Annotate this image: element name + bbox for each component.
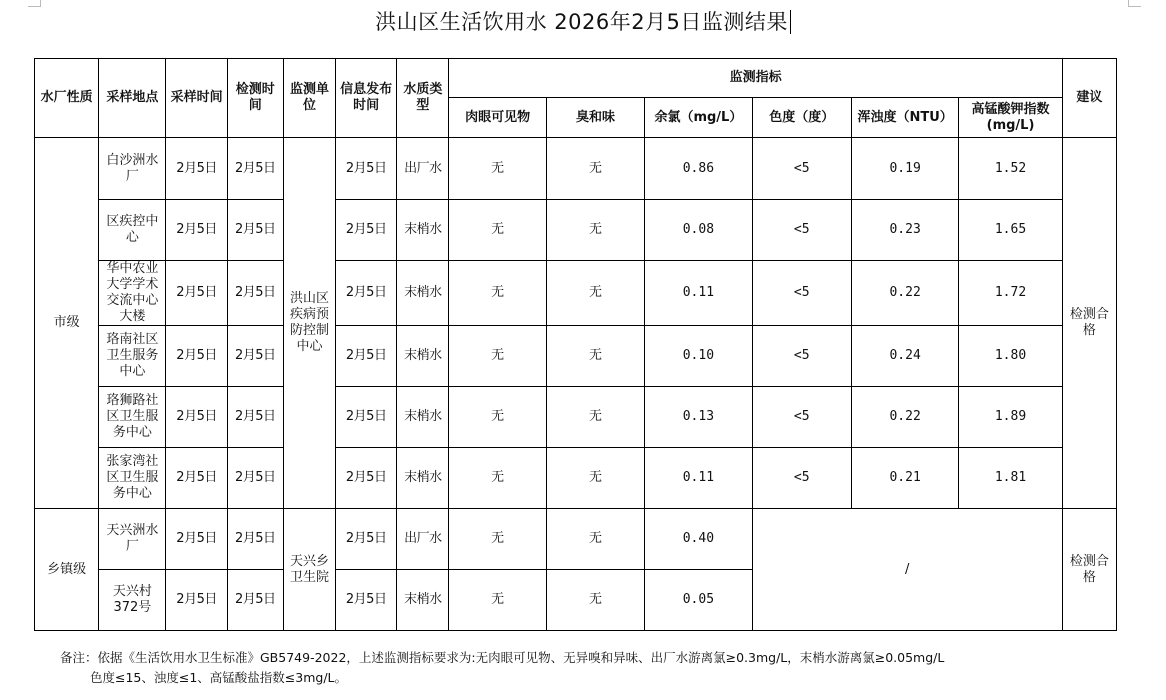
publish-time-cell: 2月5日	[336, 138, 397, 200]
footnote-line-1: 备注：依据《生活饮用水卫生标准》GB5749-2022，上述监测指标要求为:无肉眼可见物、无异嗅和异味、出厂水游离氯≥0.3mg/L，末梢水游离氯≥0.05mg/L	[60, 650, 945, 665]
text-cursor	[790, 10, 791, 34]
footnote-line-2: 色度≤15、浊度≤1、高锰酸盐指数≤3mg/L。	[90, 670, 348, 685]
header-unit: 监测单位	[283, 59, 335, 138]
header-turbidity: 浑浊度（NTU）	[851, 98, 958, 138]
chlorine-cell: 0.05	[645, 570, 752, 631]
odor-cell: 无	[546, 138, 644, 200]
sample-time-cell: 2月5日	[166, 387, 227, 448]
odor-cell: 无	[546, 509, 644, 570]
site-cell: 珞南社区卫生服务中心	[99, 326, 166, 387]
publish-time-cell: 2月5日	[336, 387, 397, 448]
odor-cell: 无	[546, 448, 644, 509]
header-kmno4: 高锰酸钾指数(mg/L)	[959, 98, 1062, 138]
sample-time-cell: 2月5日	[166, 509, 227, 570]
sample-time-cell: 2月5日	[166, 448, 227, 509]
advice-city: 检测合格	[1062, 138, 1116, 509]
kmno4-cell: 1.52	[959, 138, 1062, 200]
visible-cell: 无	[449, 326, 546, 387]
chlorine-cell: 0.10	[645, 326, 752, 387]
water-type-cell: 出厂水	[397, 138, 449, 200]
table-row	[35, 138, 1117, 200]
header-chlorine: 余氯（mg/L）	[645, 98, 752, 138]
visible-cell: 无	[449, 138, 546, 200]
color-cell: <5	[752, 448, 851, 509]
color-cell: <5	[752, 200, 851, 261]
kmno4-cell: 1.89	[959, 387, 1062, 448]
color-cell: <5	[752, 326, 851, 387]
table-row	[35, 261, 1117, 326]
odor-cell: 无	[546, 326, 644, 387]
chlorine-cell: 0.11	[645, 448, 752, 509]
table-header	[35, 59, 1117, 138]
publish-time-cell: 2月5日	[336, 509, 397, 570]
table-row	[35, 509, 1117, 570]
site-cell: 天兴村372号	[99, 570, 166, 631]
sample-time-cell: 2月5日	[166, 326, 227, 387]
site-cell: 张家湾社区卫生服务中心	[99, 448, 166, 509]
publish-time-cell: 2月5日	[336, 200, 397, 261]
chlorine-cell: 0.13	[645, 387, 752, 448]
visible-cell: 无	[449, 570, 546, 631]
kmno4-cell: 1.72	[959, 261, 1062, 326]
test-time-cell: 2月5日	[227, 448, 283, 509]
header-publish-time: 信息发布时间	[336, 59, 397, 138]
table-row	[35, 326, 1117, 387]
turbidity-cell: 0.19	[851, 138, 958, 200]
turbidity-cell: 0.21	[851, 448, 958, 509]
sample-time-cell: 2月5日	[166, 200, 227, 261]
header-odor: 臭和味	[546, 98, 644, 138]
site-cell: 珞狮路社区卫生服务中心	[99, 387, 166, 448]
test-time-cell: 2月5日	[227, 570, 283, 631]
publish-time-cell: 2月5日	[336, 448, 397, 509]
water-type-cell: 出厂水	[397, 509, 449, 570]
header-advice: 建议	[1062, 59, 1116, 138]
water-type-cell: 末梢水	[397, 200, 449, 261]
sample-time-cell: 2月5日	[166, 138, 227, 200]
header-indicators: 监测指标	[449, 59, 1062, 98]
site-cell: 华中农业大学学术交流中心大楼	[99, 261, 166, 326]
water-type-cell: 末梢水	[397, 387, 449, 448]
site-cell: 区疾控中心	[99, 200, 166, 261]
odor-cell: 无	[546, 387, 644, 448]
kmno4-cell: 1.80	[959, 326, 1062, 387]
test-time-cell: 2月5日	[227, 387, 283, 448]
visible-cell: 无	[449, 261, 546, 326]
chlorine-cell: 0.11	[645, 261, 752, 326]
table-row	[35, 200, 1117, 261]
chlorine-cell: 0.86	[645, 138, 752, 200]
visible-cell: 无	[449, 509, 546, 570]
test-time-cell: 2月5日	[227, 326, 283, 387]
water-type-cell: 末梢水	[397, 448, 449, 509]
turbidity-cell: 0.24	[851, 326, 958, 387]
site-cell: 白沙洲水厂	[99, 138, 166, 200]
test-time-cell: 2月5日	[227, 509, 283, 570]
document-title	[0, 6, 1166, 36]
odor-cell: 无	[546, 570, 644, 631]
site-cell: 天兴洲水厂	[99, 509, 166, 570]
color-cell: <5	[752, 138, 851, 200]
publish-time-cell: 2月5日	[336, 326, 397, 387]
header-test-time: 检测时间	[227, 59, 283, 138]
water-type-cell: 末梢水	[397, 261, 449, 326]
publish-time-cell: 2月5日	[336, 261, 397, 326]
turbidity-cell: 0.22	[851, 261, 958, 326]
kmno4-cell: 1.81	[959, 448, 1062, 509]
level-city: 市级	[35, 138, 99, 509]
publish-time-cell: 2月5日	[336, 570, 397, 631]
test-time-cell: 2月5日	[227, 200, 283, 261]
water-type-cell: 末梢水	[397, 326, 449, 387]
header-site: 采样地点	[99, 59, 166, 138]
header-factory-type: 水厂性质	[35, 59, 99, 138]
merged-na-cell: /	[752, 509, 1062, 631]
header-color: 色度（度）	[752, 98, 851, 138]
sample-time-cell: 2月5日	[166, 261, 227, 326]
title-text: 洪山区生活饮用水 2026年2月5日监测结果	[375, 10, 788, 34]
test-time-cell: 2月5日	[227, 261, 283, 326]
test-time-cell: 2月5日	[227, 138, 283, 200]
visible-cell: 无	[449, 448, 546, 509]
table-row	[35, 448, 1117, 509]
turbidity-cell: 0.22	[851, 387, 958, 448]
level-town: 乡镇级	[35, 509, 99, 631]
water-type-cell: 末梢水	[397, 570, 449, 631]
visible-cell: 无	[449, 200, 546, 261]
header-water-type: 水质类型	[397, 59, 449, 138]
header-sample-time: 采样时间	[166, 59, 227, 138]
chlorine-cell: 0.40	[645, 509, 752, 570]
advice-town: 检测合格	[1062, 509, 1116, 631]
kmno4-cell: 1.65	[959, 200, 1062, 261]
odor-cell: 无	[546, 200, 644, 261]
unit-city: 洪山区疾病预防控制中心	[283, 138, 335, 509]
header-visible: 肉眼可见物	[449, 98, 546, 138]
odor-cell: 无	[546, 261, 644, 326]
color-cell: <5	[752, 387, 851, 448]
monitoring-results-table	[34, 58, 1117, 631]
sample-time-cell: 2月5日	[166, 570, 227, 631]
footnote	[60, 648, 1140, 688]
turbidity-cell: 0.23	[851, 200, 958, 261]
unit-town: 天兴乡卫生院	[283, 509, 335, 631]
table-row	[35, 387, 1117, 448]
color-cell: <5	[752, 261, 851, 326]
chlorine-cell: 0.08	[645, 200, 752, 261]
visible-cell: 无	[449, 387, 546, 448]
